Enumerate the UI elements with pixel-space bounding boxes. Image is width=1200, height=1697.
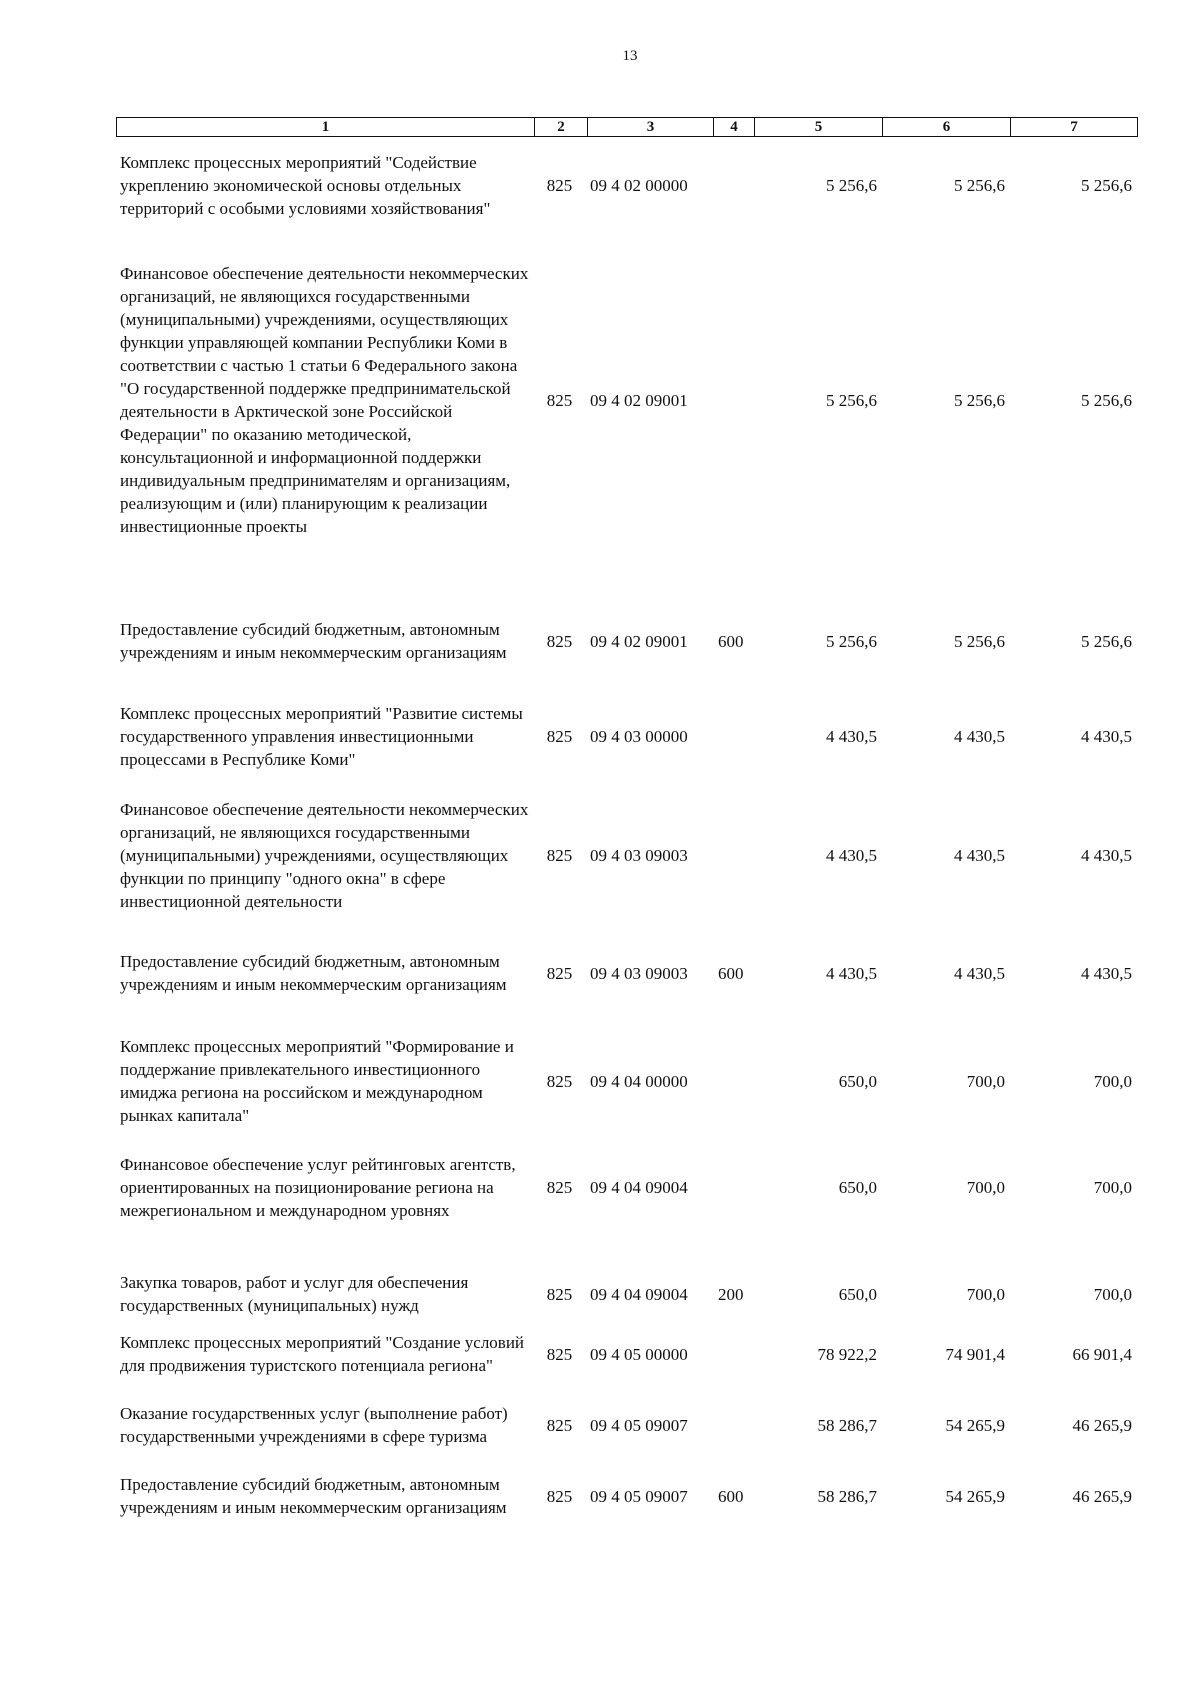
row-value-6: 700,0 — [966, 1178, 1005, 1197]
row-value-6: 5 256,6 — [954, 631, 1005, 651]
row-value-6: 4 430,5 — [954, 846, 1005, 865]
header-col-5: 5 — [754, 118, 882, 136]
row-code: 825 — [546, 1178, 573, 1197]
table-row — [116, 798, 1136, 913]
row-value-5: 5 256,6 — [826, 390, 877, 410]
row-target: 09 4 03 09003 — [590, 963, 688, 983]
header-col-6: 6 — [882, 118, 1010, 136]
row-target: 09 4 04 00000 — [590, 1071, 688, 1091]
table-header — [116, 117, 1138, 137]
row-name: Комплекс процессных мероприятий "Формирование и поддержание привлекательного инвестиционного имиджа региона на российском и международном рынках капитала" — [120, 1037, 514, 1125]
table-row — [116, 1035, 1136, 1127]
row-target: 09 4 05 00000 — [590, 1344, 688, 1364]
row-value-6: 700,0 — [966, 1284, 1005, 1304]
table-row — [116, 1331, 1136, 1377]
row-value-7: 5 256,6 — [1081, 631, 1132, 651]
row-name: Закупка товаров, работ и услуг для обеспечения государственных (муниципальных) нужд — [120, 1273, 469, 1315]
row-value-7: 46 265,9 — [1072, 1415, 1132, 1435]
page-number: 13 — [622, 48, 638, 64]
row-target: 09 4 04 09004 — [590, 1178, 688, 1197]
row-value-5: 5 256,6 — [826, 631, 877, 651]
row-name: Финансовое обеспечение деятельности некоммерческих организаций, не являющихся государственными (муниципальными) учреждениями, осуществляющих функции управляющей компании Республики Коми в соответствии с частью 1 статьи 6 Федерального закона "О государственной поддержке предпринимательской деятельности в Арктической зоне Российской Федерации" по оказанию методической, консультационной и информационной поддержки индивидуальным предпринимателям и организациям, реализующим и (или) планирующим к реализации инвестиционные проекты — [120, 264, 529, 536]
row-name: Оказание государственных услуг (выполнение работ) государственными учреждениями в сфере туризма — [120, 1404, 508, 1446]
row-target: 09 4 02 09001 — [590, 390, 688, 410]
row-target: 09 4 03 00000 — [590, 727, 688, 746]
header-col-4: 4 — [713, 118, 754, 136]
table-row — [116, 1153, 1136, 1222]
row-code: 825 — [546, 1344, 573, 1364]
row-name: Предоставление субсидий бюджетным, автономным учреждениям и иным некоммерческим организациям — [120, 620, 507, 662]
row-value-7: 4 430,5 — [1081, 963, 1132, 983]
row-value-6: 700,0 — [966, 1071, 1005, 1091]
table-row — [116, 618, 1136, 664]
row-code: 825 — [546, 727, 573, 746]
table-row — [116, 702, 1136, 771]
row-value-6: 54 265,9 — [945, 1486, 1005, 1506]
row-name: Комплекс процессных мероприятий "Содействие укреплению экономической основы отдельных территорий с особыми условиями хозяйствования" — [120, 153, 491, 218]
header-col-3: 3 — [587, 118, 713, 136]
row-value-5: 650,0 — [838, 1178, 877, 1197]
row-value-7: 46 265,9 — [1072, 1486, 1132, 1506]
row-code: 825 — [546, 631, 573, 651]
row-target: 09 4 02 09001 — [590, 631, 688, 651]
row-value-7: 66 901,4 — [1072, 1344, 1132, 1364]
table-row — [116, 1402, 1136, 1448]
row-type: 200 — [718, 1284, 744, 1304]
row-code: 825 — [546, 846, 573, 865]
row-value-5: 4 430,5 — [826, 963, 877, 983]
header-col-1: 1 — [321, 118, 330, 135]
table-row — [116, 1473, 1136, 1519]
row-code: 825 — [546, 390, 573, 410]
row-target: 09 4 02 00000 — [590, 176, 688, 195]
row-name: Финансовое обеспечение деятельности некоммерческих организаций, не являющихся государственными (муниципальными) учреждениями, осуществляющих функции по принципу "одного окна" в сфере инвестиционной деятельности — [120, 800, 529, 911]
row-value-6: 5 256,6 — [954, 390, 1005, 410]
row-code: 825 — [546, 1415, 573, 1435]
table-row — [116, 1271, 1136, 1317]
row-target: 09 4 05 09007 — [590, 1415, 688, 1435]
row-type: 600 — [718, 963, 744, 983]
row-target: 09 4 05 09007 — [590, 1486, 688, 1506]
row-value-7: 700,0 — [1093, 1178, 1132, 1197]
row-value-7: 4 430,5 — [1081, 846, 1132, 865]
row-type: 600 — [718, 631, 744, 651]
row-name: Предоставление субсидий бюджетным, автономным учреждениям и иным некоммерческим организациям — [120, 952, 507, 994]
row-value-6: 74 901,4 — [945, 1344, 1005, 1364]
header-col-7: 7 — [1010, 118, 1137, 136]
row-value-7: 700,0 — [1093, 1071, 1132, 1091]
row-value-5: 4 430,5 — [826, 727, 877, 746]
row-value-7: 5 256,6 — [1081, 390, 1132, 410]
table-row — [116, 151, 1136, 220]
row-value-6: 4 430,5 — [954, 963, 1005, 983]
row-value-5: 78 922,2 — [817, 1344, 877, 1364]
row-target: 09 4 03 09003 — [590, 846, 688, 865]
row-value-6: 4 430,5 — [954, 727, 1005, 746]
row-code: 825 — [546, 1071, 573, 1091]
row-name: Комплекс процессных мероприятий "Развитие системы государственного управления инвестиционными процессами в Республике Коми" — [120, 704, 523, 769]
row-code: 825 — [546, 1284, 573, 1304]
row-code: 825 — [546, 176, 573, 195]
row-value-6: 5 256,6 — [954, 176, 1005, 195]
row-code: 825 — [546, 1486, 573, 1506]
row-value-5: 4 430,5 — [826, 846, 877, 865]
row-name: Предоставление субсидий бюджетным, автономным учреждениям и иным некоммерческим организациям — [120, 1475, 507, 1517]
table-row — [116, 950, 1136, 996]
row-value-5: 650,0 — [838, 1071, 877, 1091]
row-value-6: 54 265,9 — [945, 1415, 1005, 1435]
header-col-2: 2 — [534, 118, 587, 136]
row-value-5: 5 256,6 — [826, 176, 877, 195]
row-name: Финансовое обеспечение услуг рейтинговых агентств, ориентированных на позиционирование региона на межрегиональном и международном уровнях — [120, 1155, 516, 1220]
row-target: 09 4 04 09004 — [590, 1284, 688, 1304]
row-code: 825 — [546, 963, 573, 983]
row-value-5: 650,0 — [838, 1284, 877, 1304]
row-type: 600 — [718, 1486, 744, 1506]
table-row — [116, 262, 1136, 538]
row-value-5: 58 286,7 — [817, 1415, 877, 1435]
row-value-5: 58 286,7 — [817, 1486, 877, 1506]
row-value-7: 4 430,5 — [1081, 727, 1132, 746]
row-value-7: 5 256,6 — [1081, 176, 1132, 195]
row-name: Комплекс процессных мероприятий "Создание условий для продвижения туристского потенциала региона" — [120, 1333, 525, 1375]
row-value-7: 700,0 — [1093, 1284, 1132, 1304]
